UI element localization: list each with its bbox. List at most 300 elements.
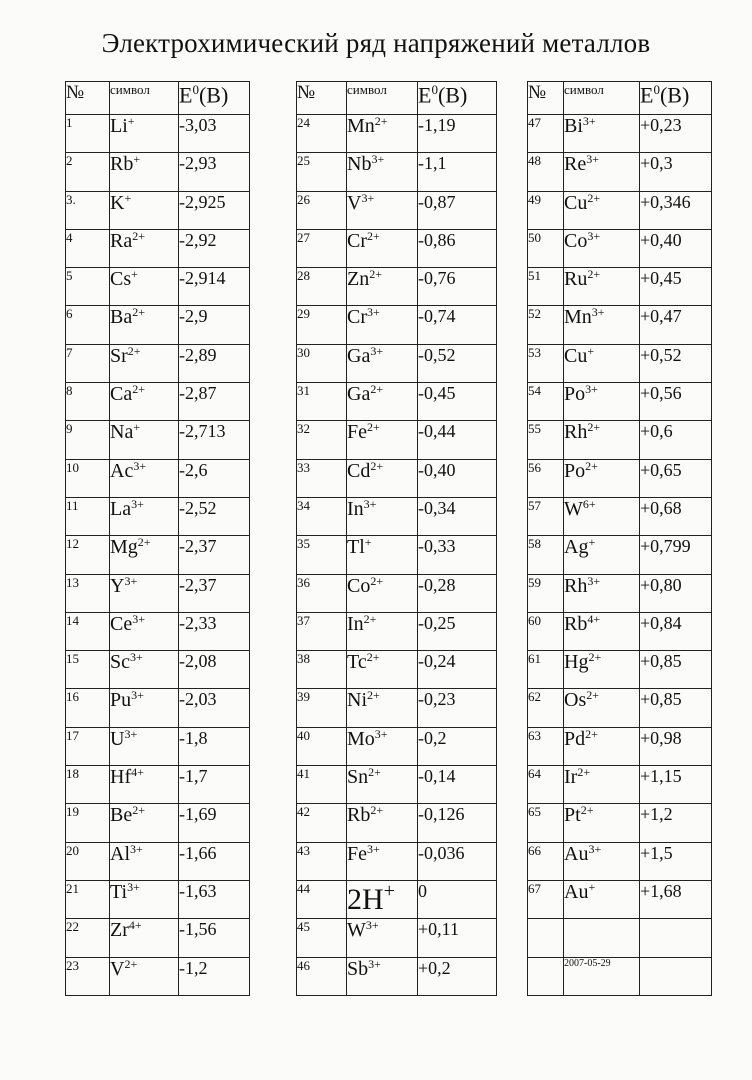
row-number: 27 [297,229,347,267]
table-row [297,421,497,459]
element-symbol: Ti [110,880,128,903]
row-number: 50 [528,229,564,267]
ion-charge: + [133,152,141,167]
element-symbol: Ag [564,536,589,559]
ion-symbol [110,497,179,535]
ion-symbol [564,229,640,267]
element-symbol: Re [564,153,587,176]
standard-potential: -0,87 [418,191,497,229]
ion-symbol [347,306,418,344]
row-number: 7 [66,344,110,382]
ion-charge: 2+ [587,267,601,282]
element-symbol: Li [110,115,128,137]
ion-charge: 2+ [370,573,384,588]
ion-charge: 2+ [137,535,151,550]
header-unit: (B) [659,82,690,108]
ion-charge: 3+ [367,305,380,320]
table-row [528,306,712,344]
table-row [297,957,497,995]
row-number: 20 [66,842,110,880]
element-symbol: Sn [347,766,369,789]
element-symbol: Au [564,842,589,865]
element-symbol: Be [110,804,133,827]
element-symbol: 2H [347,882,384,916]
row-number: 4 [66,229,110,267]
row-number: 11 [66,497,110,535]
element-symbol: Cd [347,459,371,482]
ion-symbol [564,459,640,497]
table-row [66,612,250,650]
ion-charge: 3+ [365,918,379,933]
table-row [528,957,712,995]
ion-charge: 2+ [577,765,591,780]
ion-symbol [347,383,418,421]
ion-symbol [564,804,640,842]
ion-symbol [347,153,418,191]
element-symbol: Bi [564,115,583,137]
ion-symbol [110,727,179,765]
standard-potential: +1,15 [640,766,712,804]
row-number: 49 [528,191,564,229]
header-e-superscript: 0 [653,82,660,97]
ion-charge: 4+ [587,611,601,626]
ion-charge: 3+ [131,496,144,511]
ion-charge: 3+ [363,496,377,511]
element-symbol: Cr [347,306,367,329]
element-symbol: W [564,497,583,520]
ion-charge: 2+ [370,458,384,473]
row-number: 17 [66,727,110,765]
ion-symbol [110,383,179,421]
ion-symbol [347,919,418,957]
table-row [297,536,497,574]
row-number: 6 [66,306,110,344]
ion-symbol [564,727,640,765]
standard-potential: -2,37 [179,574,250,612]
standard-potential: -1,19 [418,115,497,153]
row-number: 31 [297,383,347,421]
ion-charge: 2+ [127,343,141,358]
table-row [528,153,712,191]
ion-charge: 2+ [587,190,601,205]
standard-potential: -1,8 [179,727,250,765]
ion-symbol [564,344,640,382]
element-symbol: Rb [347,804,371,827]
row-number: 65 [528,804,564,842]
row-number [528,957,564,995]
element-symbol: Y [110,574,125,597]
ion-charge: 3+ [587,573,601,588]
ion-symbol [564,842,640,880]
row-number: 53 [528,344,564,382]
element-symbol: Hf [110,766,132,789]
potential-table-2 [296,81,497,996]
table-row [297,153,497,191]
element-symbol: V [110,957,125,980]
table-row [297,880,497,918]
standard-potential: -2,6 [179,459,250,497]
ion-charge: + [383,879,395,902]
ion-symbol [347,229,418,267]
row-number: 15 [66,651,110,689]
table-row [66,421,250,459]
table-row [528,842,712,880]
ion-symbol [347,880,418,918]
ion-symbol [347,459,418,497]
ion-symbol [110,536,179,574]
standard-potential: +0,84 [640,612,712,650]
table-row [528,804,712,842]
table-row [297,497,497,535]
element-symbol: Cu [564,191,588,214]
element-symbol: Ni [347,689,367,712]
ion-charge: 3+ [124,573,138,588]
ion-charge: 3+ [367,841,380,856]
row-number: 35 [297,536,347,574]
standard-potential: -0,44 [418,421,497,459]
potential-table-3 [527,81,712,996]
element-symbol: Pd [564,727,586,750]
table-row [528,651,712,689]
standard-potential: -0,036 [418,842,497,880]
standard-potential: -0,40 [418,459,497,497]
header-row [528,82,712,115]
table-row [66,306,250,344]
ion-symbol [110,421,179,459]
table-row [66,804,250,842]
ion-symbol [347,344,418,382]
ion-charge: 4+ [131,765,144,780]
header-number: № [297,82,347,115]
ion-symbol [564,612,640,650]
element-symbol: Ca [110,383,133,406]
ion-charge: + [588,535,596,550]
table-row [297,689,497,727]
ion-charge: 3+ [124,726,138,741]
standard-potential: -2,93 [179,153,250,191]
row-number: 32 [297,421,347,459]
ion-symbol [110,344,179,382]
table-row [66,727,250,765]
row-number: 21 [66,880,110,918]
element-symbol: Ru [564,268,588,291]
standard-potential: -1,69 [179,804,250,842]
row-number: 61 [528,651,564,689]
ion-charge: 2+ [585,458,598,473]
element-symbol: Mo [347,727,375,750]
standard-potential: +0,11 [418,919,497,957]
standard-potential: +1,5 [640,842,712,880]
row-number: 10 [66,459,110,497]
ion-symbol [110,957,179,995]
table-row [528,421,712,459]
header-number: № [528,82,564,115]
header-symbol: символ [564,82,640,115]
standard-potential: +0,52 [640,344,712,382]
standard-potential: -0,25 [418,612,497,650]
element-symbol: Ba [110,306,133,329]
row-number: 8 [66,383,110,421]
ion-charge: 3+ [587,228,601,243]
ion-symbol [110,115,179,153]
ion-charge: 2+ [132,803,145,818]
standard-potential: +0,3 [640,153,712,191]
standard-potential: +0,65 [640,459,712,497]
header-potential [640,82,712,115]
row-number: 59 [528,574,564,612]
standard-potential: -0,28 [418,574,497,612]
standard-potential: -0,23 [418,689,497,727]
ion-symbol [110,229,179,267]
ion-symbol [347,651,418,689]
table-row [528,919,712,957]
row-number: 3. [66,191,110,229]
ion-charge: 6+ [582,496,596,511]
ion-charge: 2+ [367,228,380,243]
table-row [297,344,497,382]
standard-potential [640,919,712,957]
standard-potential: -0,126 [418,804,497,842]
header-row [66,82,250,115]
standard-potential: -3,03 [179,115,250,153]
standard-potential: +0,23 [640,115,712,153]
standard-potential: -0,24 [418,651,497,689]
standard-potential: -1,66 [179,842,250,880]
standard-potential: +0,98 [640,727,712,765]
standard-potential: -2,37 [179,536,250,574]
row-number: 14 [66,612,110,650]
row-number: 44 [297,880,347,918]
table-row [297,612,497,650]
standard-potential: -2,925 [179,191,250,229]
row-number: 66 [528,842,564,880]
ion-symbol [110,804,179,842]
element-symbol: Al [110,842,130,865]
ion-symbol [347,727,418,765]
element-symbol: In [347,612,364,635]
row-number [528,919,564,957]
element-symbol: La [110,497,132,520]
table-row [528,766,712,804]
table-row [66,383,250,421]
table-row [66,497,250,535]
ion-symbol [347,957,418,995]
standard-potential: -0,34 [418,497,497,535]
row-number: 57 [528,497,564,535]
row-number: 67 [528,880,564,918]
ion-symbol [347,497,418,535]
ion-symbol [347,804,418,842]
ion-symbol [110,191,179,229]
table-row [528,268,712,306]
element-symbol: Rh [564,574,588,597]
ion-symbol [110,459,179,497]
element-symbol: Ac [110,459,134,482]
table-row [528,115,712,153]
table-row [528,497,712,535]
table-row [528,727,712,765]
header-symbol: символ [110,82,179,115]
ion-symbol [110,268,179,306]
table-row [528,574,712,612]
page-title: Электрохимический ряд напряжений металлов [101,28,651,58]
element-symbol: V [347,191,362,214]
header-unit: (B) [437,82,468,108]
element-symbol: Tl [347,536,365,559]
standard-potential: -1,2 [179,957,250,995]
header-potential [179,82,250,115]
row-number: 43 [297,842,347,880]
row-number: 46 [297,957,347,995]
ion-symbol [110,880,179,918]
row-number: 51 [528,268,564,306]
standard-potential: -0,45 [418,383,497,421]
ion-symbol [347,191,418,229]
element-symbol: Fe [347,421,367,444]
row-number: 24 [297,115,347,153]
table-row [297,306,497,344]
table-row [297,191,497,229]
ion-symbol [564,536,640,574]
row-number: 26 [297,191,347,229]
standard-potential: -2,52 [179,497,250,535]
element-symbol: Sr [110,344,128,367]
ion-symbol [347,766,418,804]
row-number: 29 [297,306,347,344]
ion-charge: 3+ [582,114,596,128]
header-potential [418,82,497,115]
ion-symbol [347,268,418,306]
table-row [66,153,250,191]
standard-potential: +1,2 [640,804,712,842]
standard-potential: -2,87 [179,383,250,421]
ion-symbol [564,651,640,689]
table-row [297,383,497,421]
element-symbol: Ra [110,229,133,252]
standard-potential: -2,89 [179,344,250,382]
element-symbol: Os [564,689,587,712]
row-number: 55 [528,421,564,459]
table-row [297,842,497,880]
ion-charge: 3+ [368,956,381,971]
ion-symbol [564,880,640,918]
table-row [66,536,250,574]
potential-table-1 [65,81,250,996]
standard-potential: -1,56 [179,919,250,957]
row-number: 60 [528,612,564,650]
standard-potential: +0,6 [640,421,712,459]
row-number: 40 [297,727,347,765]
ion-charge: 3+ [133,458,147,473]
row-number: 38 [297,651,347,689]
ion-charge: + [131,267,138,282]
ion-charge: 2+ [587,420,601,435]
row-number: 13 [66,574,110,612]
ion-charge: + [133,420,141,435]
standard-potential: -0,2 [418,727,497,765]
table-row [528,536,712,574]
element-symbol: Ce [110,612,133,635]
standard-potential: -1,7 [179,766,250,804]
ion-symbol [110,153,179,191]
table-row [66,459,250,497]
table-row [528,880,712,918]
table-row [66,191,250,229]
standard-potential: +0,80 [640,574,712,612]
standard-potential: -0,14 [418,766,497,804]
standard-potential: -2,713 [179,421,250,459]
row-number: 22 [66,919,110,957]
table-row [66,229,250,267]
ion-charge: 2+ [132,228,145,243]
ion-symbol [110,574,179,612]
ion-charge: + [587,343,595,358]
ion-charge: + [124,190,132,205]
standard-potential: +0,85 [640,651,712,689]
element-symbol: Hg [564,651,589,674]
table-row [66,957,250,995]
element-symbol: K [110,191,125,214]
element-symbol: U [110,727,125,750]
element-symbol: W [347,919,366,942]
element-symbol: Nb [347,153,372,176]
header-e: E [418,82,432,108]
ion-charge: 2+ [370,803,384,818]
ion-symbol [564,383,640,421]
ion-charge: 2+ [363,611,377,626]
ion-symbol [110,766,179,804]
ion-symbol [564,306,640,344]
standard-potential: -2,9 [179,306,250,344]
ion-symbol [110,842,179,880]
standard-potential [640,957,712,995]
table-row [528,229,712,267]
table-row [66,268,250,306]
table-row [66,344,250,382]
standard-potential: +0,45 [640,268,712,306]
row-number: 23 [66,957,110,995]
ion-charge: 3+ [130,841,143,856]
standard-potential: +0,346 [640,191,712,229]
ion-symbol [110,919,179,957]
ion-charge: 3+ [130,650,143,665]
standard-potential: -2,914 [179,268,250,306]
table-row [297,459,497,497]
row-number: 58 [528,536,564,574]
header-e-superscript: 0 [192,82,199,97]
row-number: 56 [528,459,564,497]
ion-symbol [564,574,640,612]
ion-charge: 3+ [591,305,605,320]
row-number: 18 [66,766,110,804]
ion-symbol [110,689,179,727]
ion-charge: 3+ [585,382,598,397]
element-symbol: Mn [347,115,375,137]
ion-charge: 3+ [370,343,384,358]
ion-symbol [564,421,640,459]
standard-potential: -0,74 [418,306,497,344]
ion-charge: 2+ [370,382,384,397]
ion-charge: 3+ [371,152,385,167]
standard-potential: +0,799 [640,536,712,574]
row-number: 42 [297,804,347,842]
ion-charge: 2+ [366,650,380,665]
table-row [297,574,497,612]
row-number: 1 [66,115,110,153]
table-row [66,880,250,918]
row-number: 64 [528,766,564,804]
ion-charge: 2+ [585,726,598,741]
